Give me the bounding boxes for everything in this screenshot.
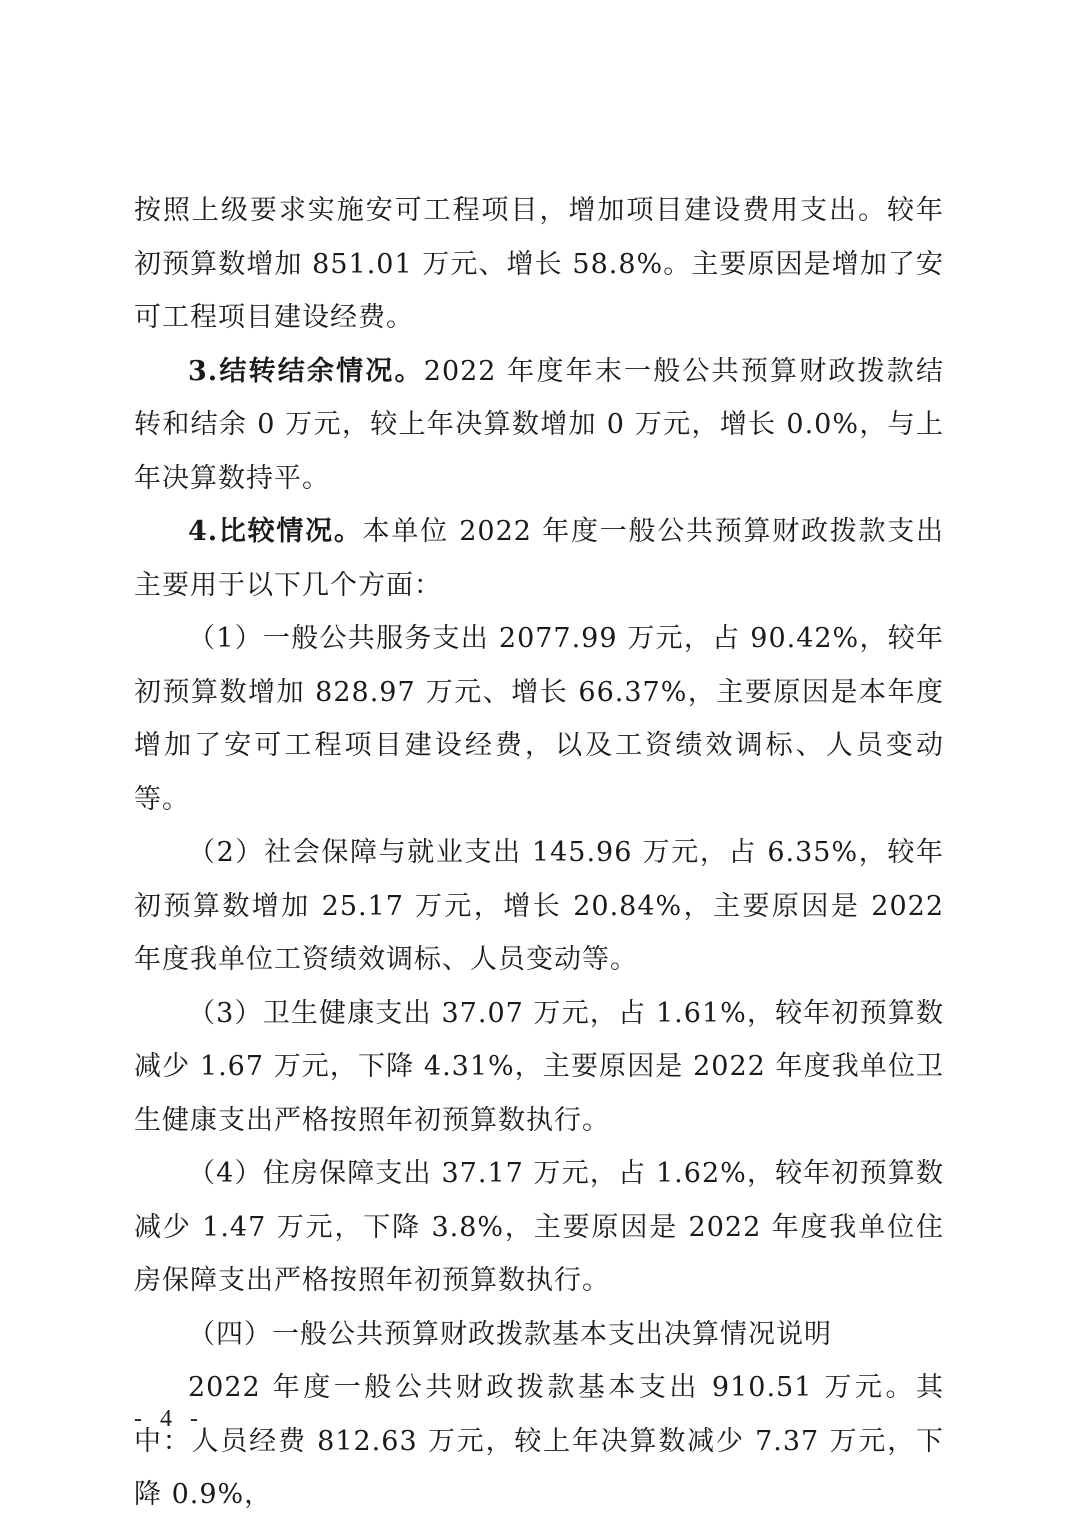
paragraph-comparison: [134, 505, 944, 612]
paragraph-item-1-general-public-services: [134, 612, 944, 826]
page-number: - 4 -: [134, 1406, 204, 1432]
paragraph-text: （1）一般公共服务支出 2077.99 万元，占 90.42%，较年初预算数增加 828.97 万元、增长 66.37%，主要原因是本年度增加了安可工程项目建设经费，以及工资绩效调标、人员变动等。: [134, 623, 944, 815]
paragraph-carryover-balance: [134, 345, 944, 506]
paragraph-text: 2022 年度一般公共财政拨款基本支出 910.51 万元。其中：人员经费 812.63 万元，较上年决算数减少 7.37 万元，下降 0.9%，: [134, 1372, 944, 1510]
paragraph-lead-heading: 4.比较情况。: [188, 516, 363, 547]
paragraph-text: （4）住房保障支出 37.17 万元，占 1.62%，较年初预算数减少 1.47 万元，下降 3.8%，主要原因是 2022 年度我单位住房保障支出严格按照年初预算数执行。: [134, 1158, 944, 1296]
paragraph-text: （2）社会保障与就业支出 145.96 万元，占 6.35%，较年初预算数增加 25.17 万元，增长 20.84%，主要原因是 2022 年度我单位工资绩效调标、人员变动等。: [134, 837, 944, 975]
paragraph-text: 按照上级要求实施安可工程项目，增加项目建设费用支出。较年初预算数增加 851.01 万元、增长 58.8%。主要原因是增加了安可工程项目建设经费。: [134, 195, 944, 333]
paragraph-ankegongcheng-continued: [134, 184, 944, 345]
paragraph-text: 2022 年度年末一般公共预算财政拨款结转和结余 0 万元，较上年决算数增加 0 万元，增长 0.0%，与上年决算数持平。: [134, 355, 945, 494]
paragraph-item-2-social-security: [134, 826, 944, 987]
paragraph-lead-heading: 3.结转结余情况。: [188, 355, 424, 387]
paragraph-item-3-health: [134, 987, 944, 1148]
paragraph-item-4-housing: [134, 1147, 944, 1308]
paragraph-text: （3）卫生健康支出 37.07 万元，占 1.61%，较年初预算数减少 1.67 万元，下降 4.31%，主要原因是 2022 年度我单位卫生健康支出严格按照年初预算数执行。: [134, 997, 944, 1136]
document-body: [134, 184, 944, 1522]
paragraph-text: 本单位 2022 年度一般公共预算财政拨款支出主要用于以下几个方面：: [134, 516, 944, 601]
paragraph-basic-expenditure: [134, 1361, 944, 1522]
section-heading: （四）一般公共预算财政拨款基本支出决算情况说明: [188, 1318, 832, 1350]
